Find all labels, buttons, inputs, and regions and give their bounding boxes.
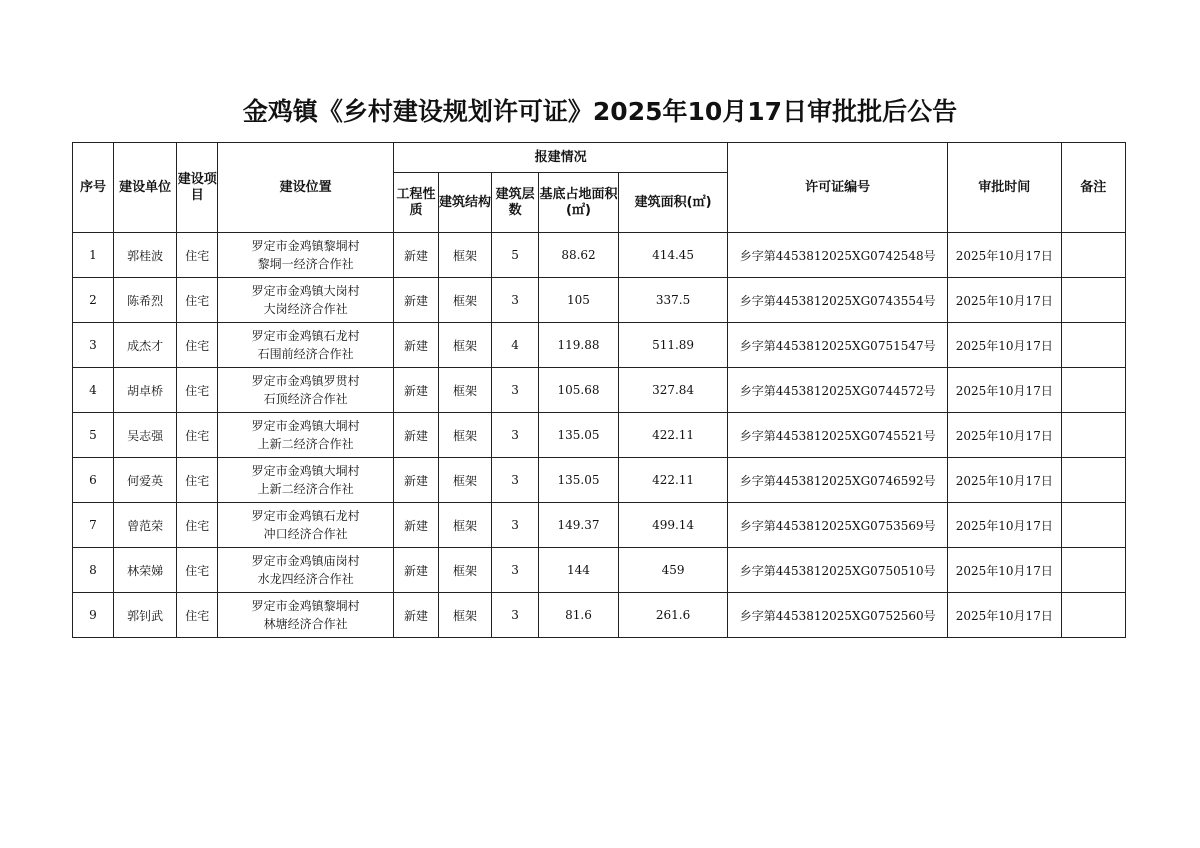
cell-location <box>218 458 394 503</box>
cell-location <box>218 413 394 458</box>
cell-nature: 新建 <box>393 548 438 593</box>
cell-seq: 3 <box>73 323 114 368</box>
cell-approve-time: 2025年10月17日 <box>948 368 1061 413</box>
cell-floors: 3 <box>492 503 539 548</box>
cell-permit-no: 乡字第4453812025XG0753569号 <box>728 503 948 548</box>
cell-project: 住宅 <box>177 593 218 638</box>
cell-structure: 框架 <box>438 413 491 458</box>
cell-build-area: 261.6 <box>618 593 727 638</box>
header-permit-no: 许可证编号 <box>728 143 948 233</box>
cell-nature: 新建 <box>393 593 438 638</box>
cell-project: 住宅 <box>177 323 218 368</box>
cell-structure: 框架 <box>438 233 491 278</box>
cell-unit: 郭钊武 <box>113 593 176 638</box>
cell-location <box>218 368 394 413</box>
table-row <box>73 413 1126 458</box>
location-line-1: 罗定市金鸡镇大垌村 <box>251 464 360 478</box>
location-line-1: 罗定市金鸡镇大岗村 <box>251 284 360 298</box>
cell-nature: 新建 <box>393 413 438 458</box>
header-seq: 序号 <box>73 143 114 233</box>
header-remarks: 备注 <box>1061 143 1125 233</box>
cell-structure: 框架 <box>438 458 491 503</box>
cell-base-area: 144 <box>539 548 619 593</box>
cell-location <box>218 503 394 548</box>
cell-build-area: 337.5 <box>618 278 727 323</box>
cell-remarks <box>1061 323 1125 368</box>
cell-approve-time: 2025年10月17日 <box>948 593 1061 638</box>
header-structure: 建筑结构 <box>438 173 491 233</box>
cell-unit: 成杰才 <box>113 323 176 368</box>
location-line-1: 罗定市金鸡镇石龙村 <box>251 329 360 343</box>
cell-build-area: 511.89 <box>618 323 727 368</box>
location-line-2: 黎垌一经济合作社 <box>257 257 354 271</box>
cell-seq: 6 <box>73 458 114 503</box>
cell-project: 住宅 <box>177 503 218 548</box>
header-nature: 工程性质 <box>393 173 438 233</box>
cell-project: 住宅 <box>177 278 218 323</box>
cell-approve-time: 2025年10月17日 <box>948 503 1061 548</box>
cell-floors: 3 <box>492 413 539 458</box>
page-title: 金鸡镇《乡村建设规划许可证》2025年10月17日审批批后公告 <box>242 97 958 126</box>
cell-floors: 3 <box>492 593 539 638</box>
location-line-2: 林塘经济合作社 <box>263 617 348 631</box>
table-row <box>73 278 1126 323</box>
cell-project: 住宅 <box>177 458 218 503</box>
cell-unit: 何爱英 <box>113 458 176 503</box>
cell-permit-no: 乡字第4453812025XG0752560号 <box>728 593 948 638</box>
cell-floors: 5 <box>492 233 539 278</box>
table-row <box>73 503 1126 548</box>
cell-floors: 3 <box>492 368 539 413</box>
location-line-1: 罗定市金鸡镇庙岗村 <box>251 554 360 568</box>
header-build-area: 建筑面积(㎡) <box>618 173 727 233</box>
cell-unit: 吴志强 <box>113 413 176 458</box>
location-line-2: 水龙四经济合作社 <box>257 572 354 586</box>
cell-remarks <box>1061 233 1125 278</box>
location-line-1: 罗定市金鸡镇石龙村 <box>251 509 360 523</box>
cell-approve-time: 2025年10月17日 <box>948 548 1061 593</box>
header-floors: 建筑层数 <box>492 173 539 233</box>
cell-project: 住宅 <box>177 548 218 593</box>
cell-nature: 新建 <box>393 278 438 323</box>
cell-permit-no: 乡字第4453812025XG0742548号 <box>728 233 948 278</box>
table-row <box>73 593 1126 638</box>
header-report-group: 报建情况 <box>393 143 727 173</box>
cell-structure: 框架 <box>438 548 491 593</box>
cell-seq: 4 <box>73 368 114 413</box>
cell-base-area: 105 <box>539 278 619 323</box>
cell-project: 住宅 <box>177 413 218 458</box>
cell-structure: 框架 <box>438 593 491 638</box>
cell-location <box>218 278 394 323</box>
header-row-1 <box>73 143 1126 173</box>
header-location: 建设位置 <box>218 143 394 233</box>
cell-remarks <box>1061 593 1125 638</box>
cell-permit-no: 乡字第4453812025XG0751547号 <box>728 323 948 368</box>
cell-seq: 5 <box>73 413 114 458</box>
cell-build-area: 327.84 <box>618 368 727 413</box>
cell-floors: 4 <box>492 323 539 368</box>
cell-floors: 3 <box>492 458 539 503</box>
cell-base-area: 135.05 <box>539 413 619 458</box>
cell-seq: 1 <box>73 233 114 278</box>
cell-location <box>218 233 394 278</box>
cell-base-area: 81.6 <box>539 593 619 638</box>
cell-seq: 9 <box>73 593 114 638</box>
table-row <box>73 458 1126 503</box>
location-line-2: 上新二经济合作社 <box>257 437 354 451</box>
table-row <box>73 233 1126 278</box>
cell-remarks <box>1061 548 1125 593</box>
cell-unit: 陈希烈 <box>113 278 176 323</box>
cell-base-area: 105.68 <box>539 368 619 413</box>
cell-build-area: 414.45 <box>618 233 727 278</box>
cell-unit: 林荣娣 <box>113 548 176 593</box>
cell-build-area: 422.11 <box>618 458 727 503</box>
cell-structure: 框架 <box>438 503 491 548</box>
cell-build-area: 459 <box>618 548 727 593</box>
cell-permit-no: 乡字第4453812025XG0746592号 <box>728 458 948 503</box>
cell-floors: 3 <box>492 278 539 323</box>
cell-unit: 郭桂波 <box>113 233 176 278</box>
cell-build-area: 422.11 <box>618 413 727 458</box>
cell-permit-no: 乡字第4453812025XG0743554号 <box>728 278 948 323</box>
permit-table <box>72 142 1126 638</box>
table-body <box>73 233 1126 638</box>
cell-unit: 曾范荣 <box>113 503 176 548</box>
header-base-area: 基底占地面积(㎡) <box>539 173 619 233</box>
location-line-2: 大岗经济合作社 <box>263 302 348 316</box>
cell-permit-no: 乡字第4453812025XG0745521号 <box>728 413 948 458</box>
location-line-1: 罗定市金鸡镇黎垌村 <box>251 599 360 613</box>
cell-remarks <box>1061 368 1125 413</box>
cell-approve-time: 2025年10月17日 <box>948 323 1061 368</box>
cell-project: 住宅 <box>177 233 218 278</box>
table-row <box>73 323 1126 368</box>
cell-remarks <box>1061 278 1125 323</box>
cell-project: 住宅 <box>177 368 218 413</box>
cell-remarks <box>1061 413 1125 458</box>
header-unit: 建设单位 <box>113 143 176 233</box>
cell-nature: 新建 <box>393 323 438 368</box>
cell-nature: 新建 <box>393 458 438 503</box>
cell-permit-no: 乡字第4453812025XG0744572号 <box>728 368 948 413</box>
table-row <box>73 548 1126 593</box>
location-line-1: 罗定市金鸡镇大垌村 <box>251 419 360 433</box>
cell-permit-no: 乡字第4453812025XG0750510号 <box>728 548 948 593</box>
location-line-2: 石顶经济合作社 <box>263 392 348 406</box>
header-project: 建设项目 <box>177 143 218 233</box>
cell-nature: 新建 <box>393 368 438 413</box>
cell-seq: 7 <box>73 503 114 548</box>
cell-approve-time: 2025年10月17日 <box>948 458 1061 503</box>
location-line-2: 冲口经济合作社 <box>263 527 348 541</box>
cell-remarks <box>1061 503 1125 548</box>
location-line-2: 石围前经济合作社 <box>257 347 354 361</box>
cell-location <box>218 323 394 368</box>
cell-approve-time: 2025年10月17日 <box>948 413 1061 458</box>
cell-base-area: 88.62 <box>539 233 619 278</box>
cell-structure: 框架 <box>438 323 491 368</box>
cell-remarks <box>1061 458 1125 503</box>
cell-approve-time: 2025年10月17日 <box>948 233 1061 278</box>
cell-build-area: 499.14 <box>618 503 727 548</box>
cell-base-area: 119.88 <box>539 323 619 368</box>
cell-base-area: 149.37 <box>539 503 619 548</box>
location-line-1: 罗定市金鸡镇黎垌村 <box>251 239 360 253</box>
cell-structure: 框架 <box>438 368 491 413</box>
cell-seq: 8 <box>73 548 114 593</box>
location-line-2: 上新二经济合作社 <box>257 482 354 496</box>
table-row <box>73 368 1126 413</box>
cell-nature: 新建 <box>393 503 438 548</box>
location-line-1: 罗定市金鸡镇罗贯村 <box>251 374 360 388</box>
cell-location <box>218 593 394 638</box>
cell-location <box>218 548 394 593</box>
cell-base-area: 135.05 <box>539 458 619 503</box>
cell-structure: 框架 <box>438 278 491 323</box>
cell-floors: 3 <box>492 548 539 593</box>
cell-unit: 胡卓桥 <box>113 368 176 413</box>
cell-approve-time: 2025年10月17日 <box>948 278 1061 323</box>
cell-seq: 2 <box>73 278 114 323</box>
cell-nature: 新建 <box>393 233 438 278</box>
header-approve-time: 审批时间 <box>948 143 1061 233</box>
